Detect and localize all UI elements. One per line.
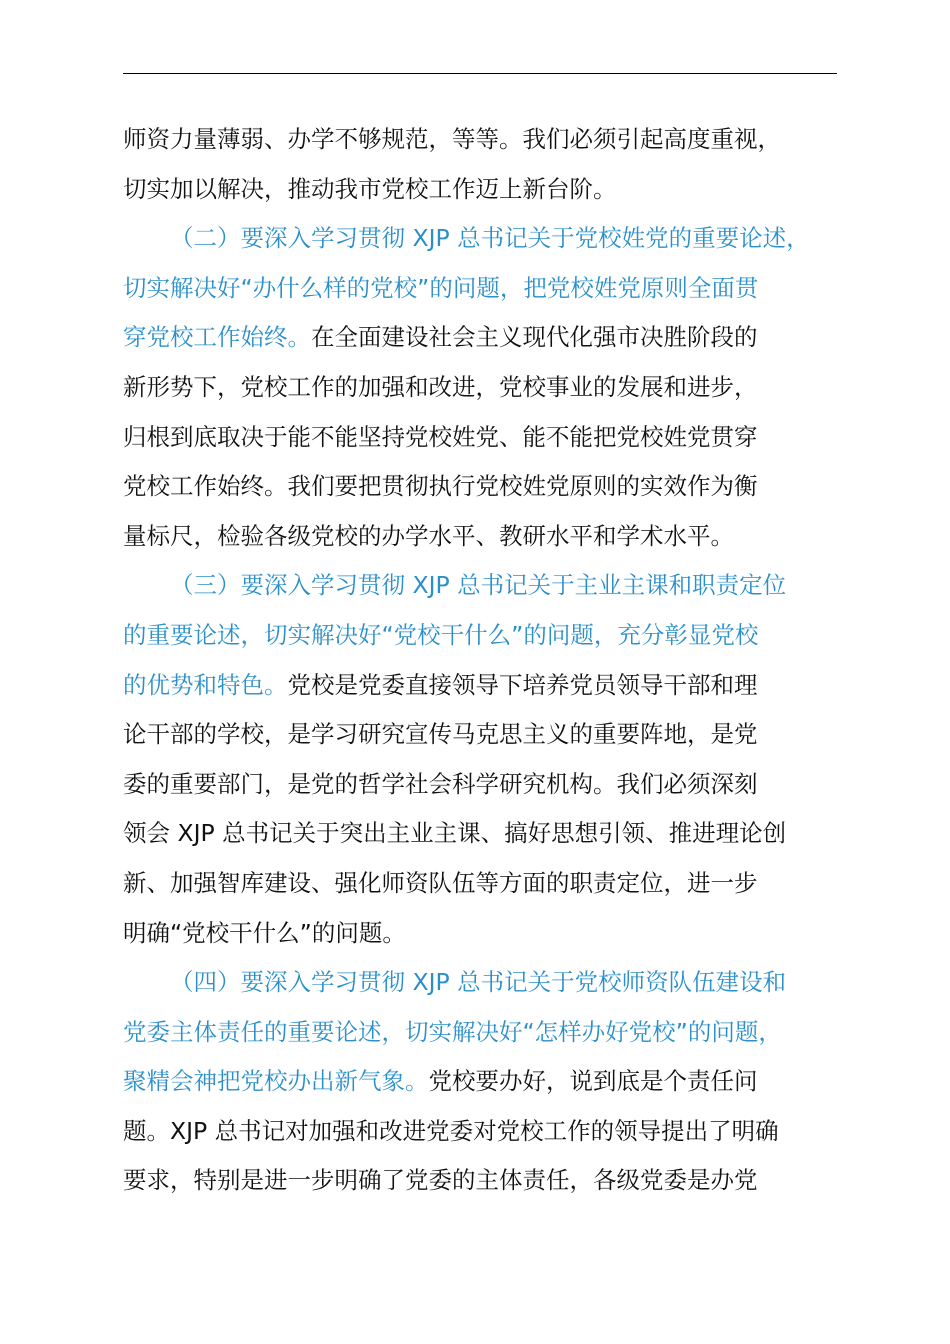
body-text: 论干部的学校，是学习研究宣传马克思主义的重要阵地，是党 <box>123 720 758 749</box>
text-line <box>123 1057 853 1107</box>
heading-text: （二）要深入学习贯彻 XJP 总书记关于党校姓党的重要论述， <box>170 224 810 253</box>
text-line <box>123 363 853 413</box>
body-text: 切实加以解决，推动我市党校工作迈上新台阶。 <box>123 174 617 203</box>
body-text: 归根到底取决于能不能坚持党校姓党、能不能把党校姓党贯穿 <box>123 422 758 451</box>
heading-text: （三）要深入学习贯彻 XJP 总书记关于主业主课和职责定位 <box>170 571 787 600</box>
text-line <box>123 859 853 909</box>
text-line <box>123 1107 853 1157</box>
body-text: 领会 XJP 总书记关于突出主业主课、搞好思想引领、推进理论创 <box>123 819 787 848</box>
document-body <box>123 115 853 1206</box>
text-line <box>123 165 853 215</box>
body-text: 题。XJP 总书记对加强和改进党委对党校工作的领导提出了明确 <box>123 1116 779 1145</box>
text-line <box>123 1156 853 1206</box>
body-text: 要求，特别是进一步明确了党委的主体责任，各级党委是办党 <box>123 1166 758 1195</box>
text-line <box>123 1008 853 1058</box>
body-text: 党校是党委直接领导下培养党员领导干部和理 <box>287 670 758 699</box>
text-line <box>123 958 853 1008</box>
text-line <box>123 313 853 363</box>
text-line <box>123 760 853 810</box>
body-text: 明确“党校干什么”的问题。 <box>123 918 406 947</box>
text-line <box>123 264 853 314</box>
heading-text: 聚精会神把党校办出新气象。 <box>123 1067 429 1096</box>
text-line <box>123 909 853 959</box>
text-line <box>123 561 853 611</box>
heading-text: （四）要深入学习贯彻 XJP 总书记关于党校师资队伍建设和 <box>170 968 787 997</box>
text-line <box>123 809 853 859</box>
heading-text: 的重要论述，切实解决好“党校干什么”的问题，充分彰显党校 <box>123 620 759 649</box>
body-text: 量标尺，检验各级党校的办学水平、教研水平和学术水平。 <box>123 521 734 550</box>
body-text: 党校工作始终。我们要把贯彻执行党校姓党原则的实效作为衡 <box>123 472 758 501</box>
body-text: 师资力量薄弱、办学不够规范，等等。我们必须引起高度重视， <box>123 125 781 153</box>
body-text: 新形势下，党校工作的加强和改进，党校事业的发展和进步， <box>123 372 758 401</box>
text-line <box>123 115 853 165</box>
text-line <box>123 661 853 711</box>
heading-text: 党委主体责任的重要论述，切实解决好“怎样办好党校”的问题， <box>123 1017 782 1046</box>
body-text: 在全面建设社会主义现代化强市决胜阶段的 <box>311 323 758 352</box>
header-rule <box>123 73 837 74</box>
body-text: 委的重要部门，是党的哲学社会科学研究机构。我们必须深刻 <box>123 769 758 798</box>
text-line <box>123 710 853 760</box>
text-line <box>123 462 853 512</box>
heading-text: 的优势和特色。 <box>123 670 288 699</box>
body-text: 党校要办好，说到底是个责任问 <box>428 1067 758 1096</box>
body-text: 新、加强智库建设、强化师资队伍等方面的职责定位，进一步 <box>123 868 758 897</box>
text-line <box>123 512 853 562</box>
heading-text: 切实解决好“办什么样的党校”的问题，把党校姓党原则全面贯 <box>123 273 759 302</box>
heading-text: 穿党校工作始终。 <box>123 323 311 352</box>
text-line <box>123 611 853 661</box>
text-line <box>123 214 853 264</box>
text-line <box>123 413 853 463</box>
